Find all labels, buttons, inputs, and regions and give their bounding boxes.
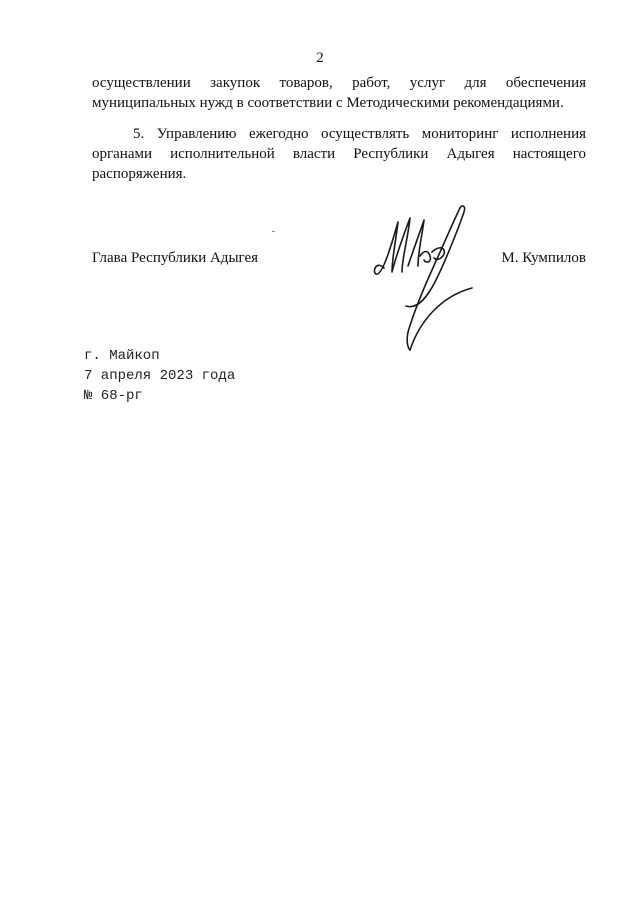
paragraph-line: органами исполнительной власти Республики Адыгея настоящего (92, 146, 586, 162)
document-city: г. Майкоп (84, 348, 160, 364)
paragraph-line: осуществлении закупок товаров, работ, услуг для обеспечения (92, 75, 586, 91)
signatory-title: Глава Республики Адыгея (92, 250, 259, 266)
scan-speck (272, 231, 275, 232)
paragraph-line: муниципальных нужд в соответствии с Методическими рекомендациями. (92, 95, 564, 111)
signatory-name: М. Кумпилов (501, 250, 586, 266)
page-number: 2 (316, 50, 324, 66)
paragraph-monitoring (92, 124, 586, 184)
paragraph-line: распоряжения. (92, 166, 187, 182)
document-date: 7 апреля 2023 года (84, 368, 236, 384)
document-meta (84, 346, 235, 406)
paragraph-line: 5. Управлению ежегодно осуществлять мониторинг исполнения (133, 126, 586, 142)
paragraph-procurement (92, 73, 586, 113)
document-number: № 68-рг (84, 388, 143, 404)
handwritten-signature (362, 200, 482, 360)
